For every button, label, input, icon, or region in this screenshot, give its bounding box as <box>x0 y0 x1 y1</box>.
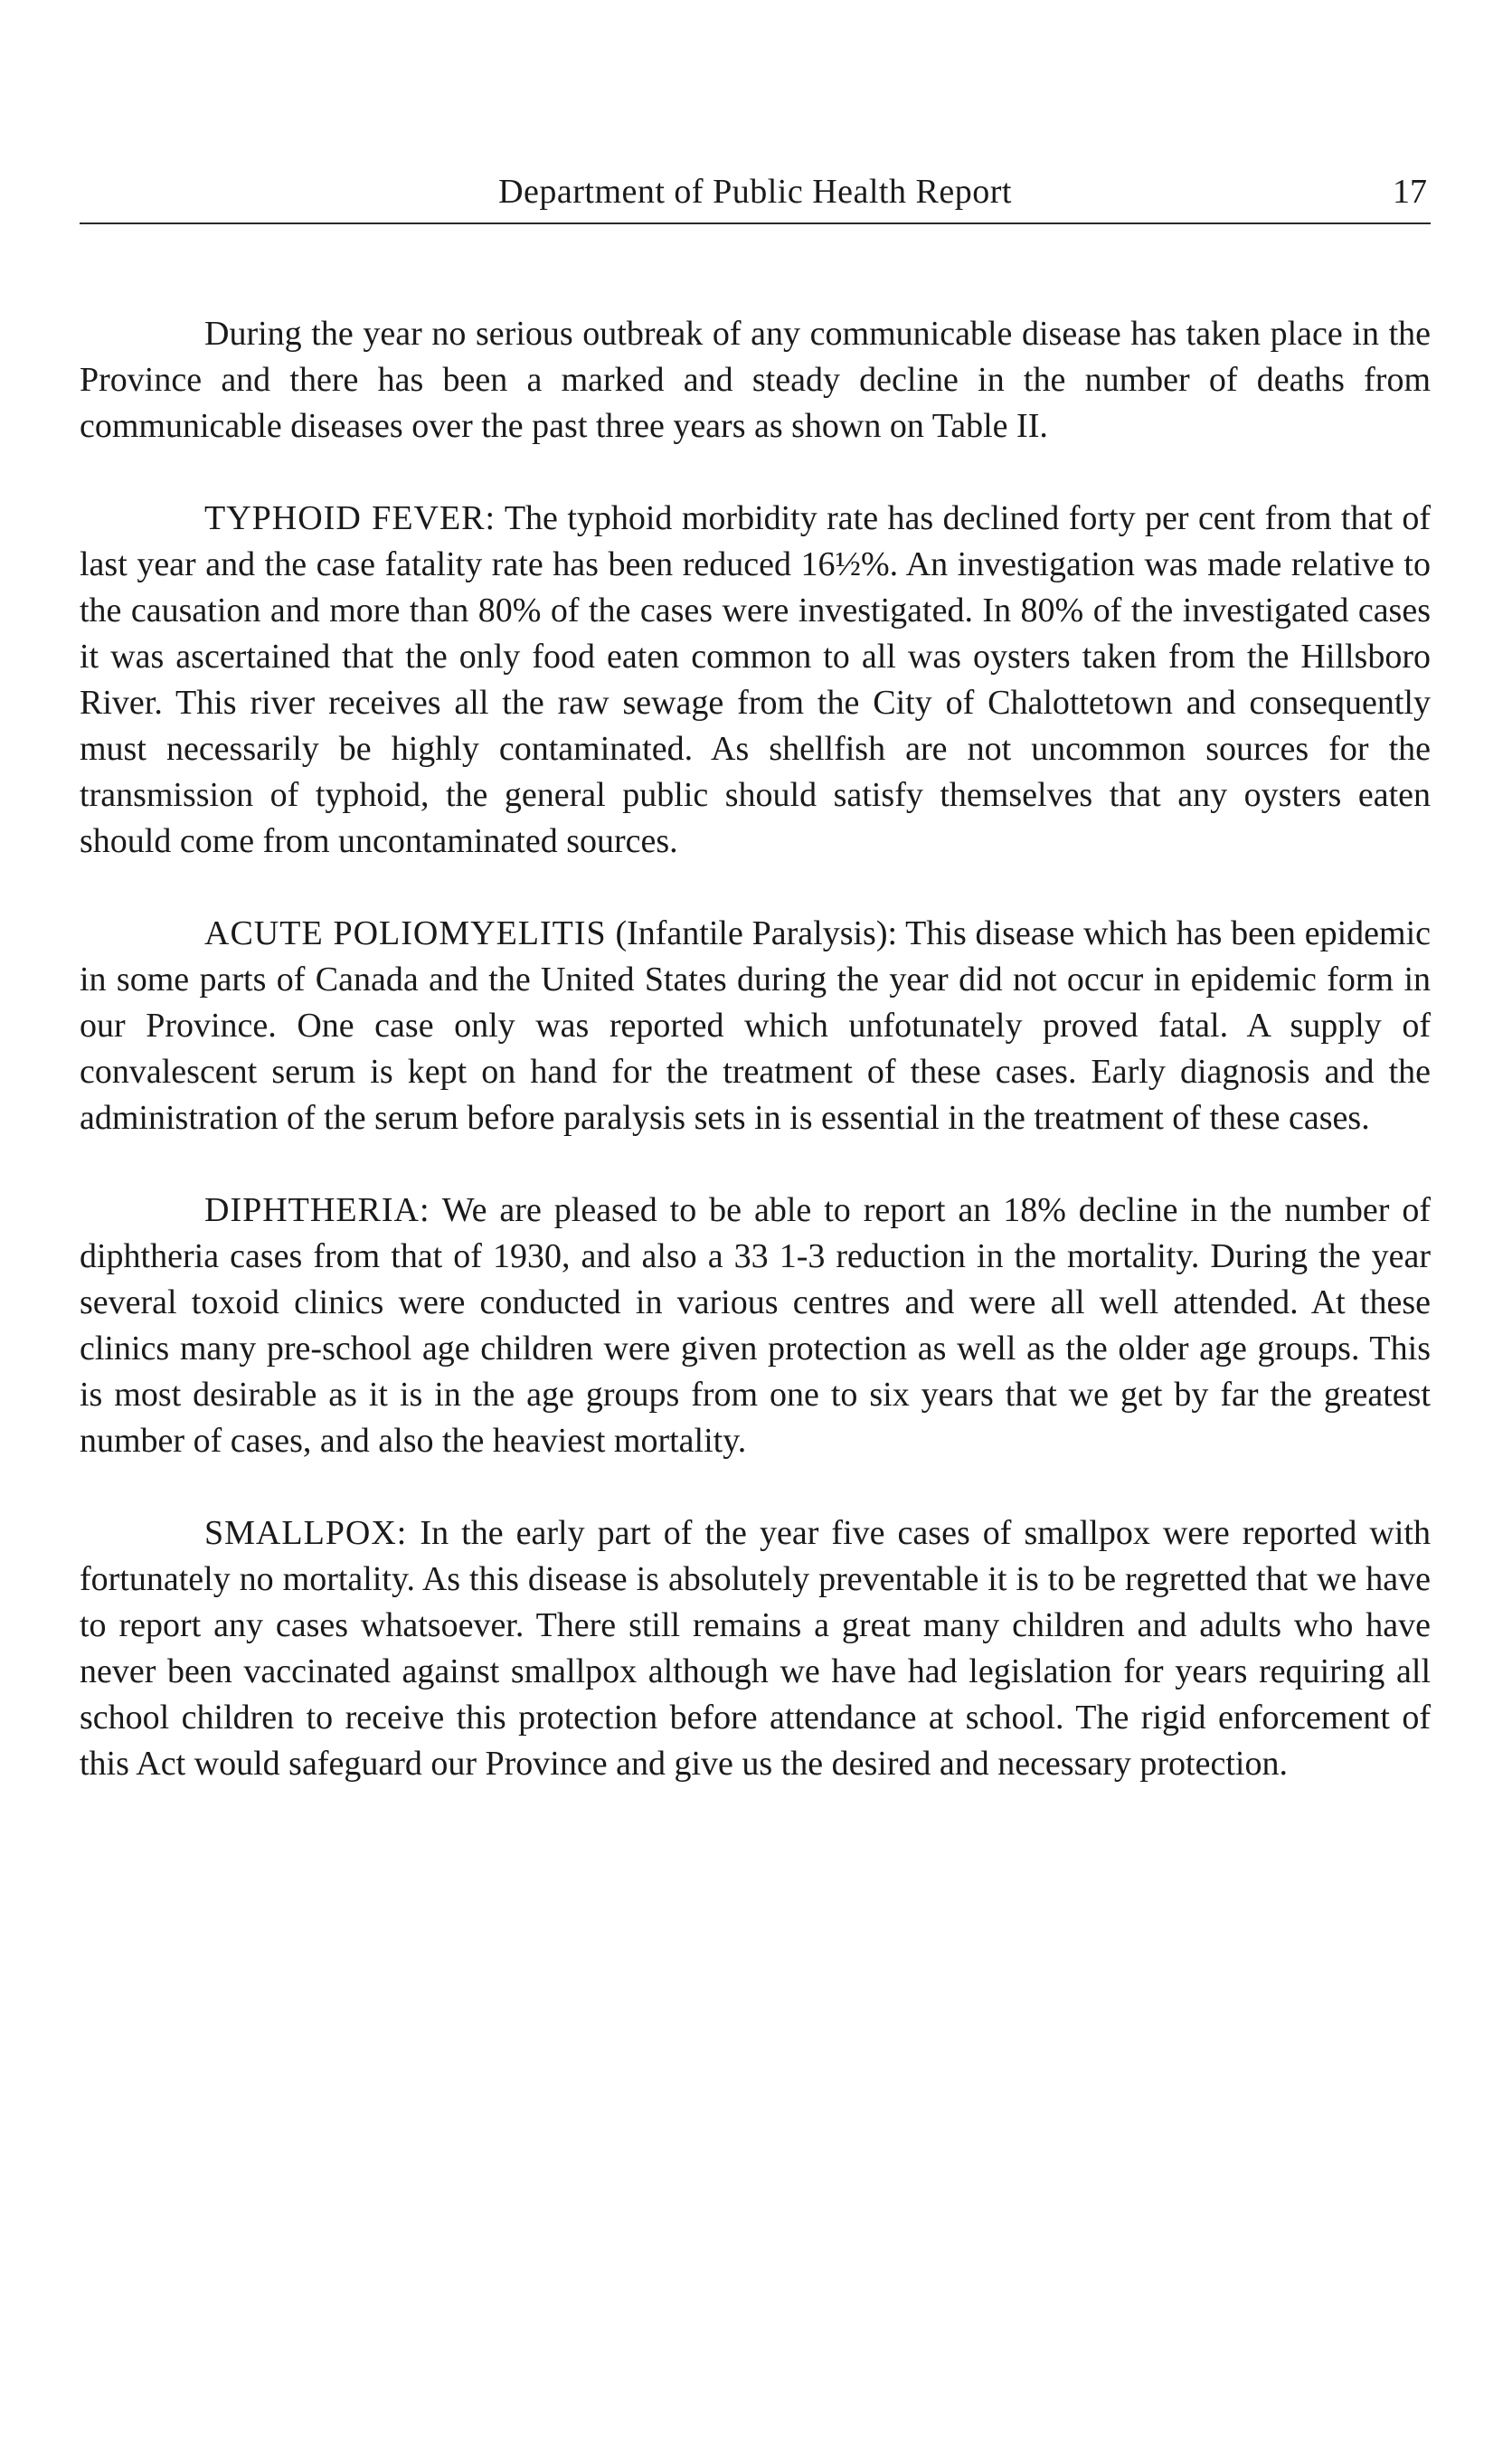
paragraph-smallpox <box>80 1510 1431 1787</box>
paragraph-text: We are pleased to be able to report an 18% decline in the number of diphtheria cases from that of 1930, and also a 33 1-3 reduction in the mortality. During the year several toxoid clinics were conducted in various centres and were all well attended. At these clinics many pre-school age children were given protection as well as the older age groups. This is most desirable as it is in the age groups from one to six years that we get by far the greatest number of cases, and also the heaviest mortality. <box>80 1191 1431 1460</box>
paragraph-lead: ACUTE POLIOMYELITIS <box>204 914 607 952</box>
paragraph-lead: SMALLPOX: <box>204 1514 408 1552</box>
paragraph-diphtheria <box>80 1188 1431 1464</box>
body-text <box>80 311 1431 1787</box>
paragraph-text: During the year no serious outbreak of any communicable disease has taken place in the Province and there has been a marked and steady decline in the number of deaths from communicable diseases over the past three years as shown on Table II. <box>80 315 1431 445</box>
page-number: 17 <box>1393 173 1427 211</box>
paragraph-lead: TYPHOID FEVER: <box>204 499 496 537</box>
running-title: Department of Public Health Report <box>498 173 1012 211</box>
paragraph-text: (Infantile Paralysis): This disease which has been epidemic in some parts of Canada and the United States during the year did not occur in epidemic form in our Province. One case only was reported which unfotunately proved fatal. A supply of convalescent serum is kept on hand for the treatment of these cases. Early diagnosis and the administration of the serum before paralysis sets in is essential in the treatment of these cases. <box>80 914 1431 1137</box>
paragraph-lead: DIPHTHERIA: <box>204 1191 430 1229</box>
running-header <box>80 170 1431 224</box>
paragraph-text: In the early part of the year five cases of smallpox were reported with fortunately no mortality. As this disease is absolutely preventable it is to be regretted that we have to report any cases whatsoever. There still remains a great many children and adults who have never been vaccinated against smallpox although we have had legislation for years requiring all school children to receive this protection before attendance at school. The rigid enforcement of this Act would safeguard our Province and give us the desired and necessary protection. <box>80 1514 1431 1783</box>
paragraph-acute-poliomyelitis <box>80 911 1431 1141</box>
paragraph-intro <box>80 311 1431 450</box>
paragraph-typhoid-fever <box>80 496 1431 865</box>
paragraph-text: The typhoid morbidity rate has declined forty per cent from that of last year and the case fatality rate has been reduced 16½%. An investigation was made relative to the causation and more than 80% of the cases were investigated. In 80% of the investigated cases it was ascertained that the only food eaten common to all was oysters taken from the Hillsboro River. This river receives all the raw sewage from the City of Chalottetown and consequently must necessarily be highly contaminated. As shellfish are not uncommon sources for the transmission of typhoid, the general public should satisfy themselves that any oysters eaten should come from uncontaminated sources. <box>80 499 1431 860</box>
